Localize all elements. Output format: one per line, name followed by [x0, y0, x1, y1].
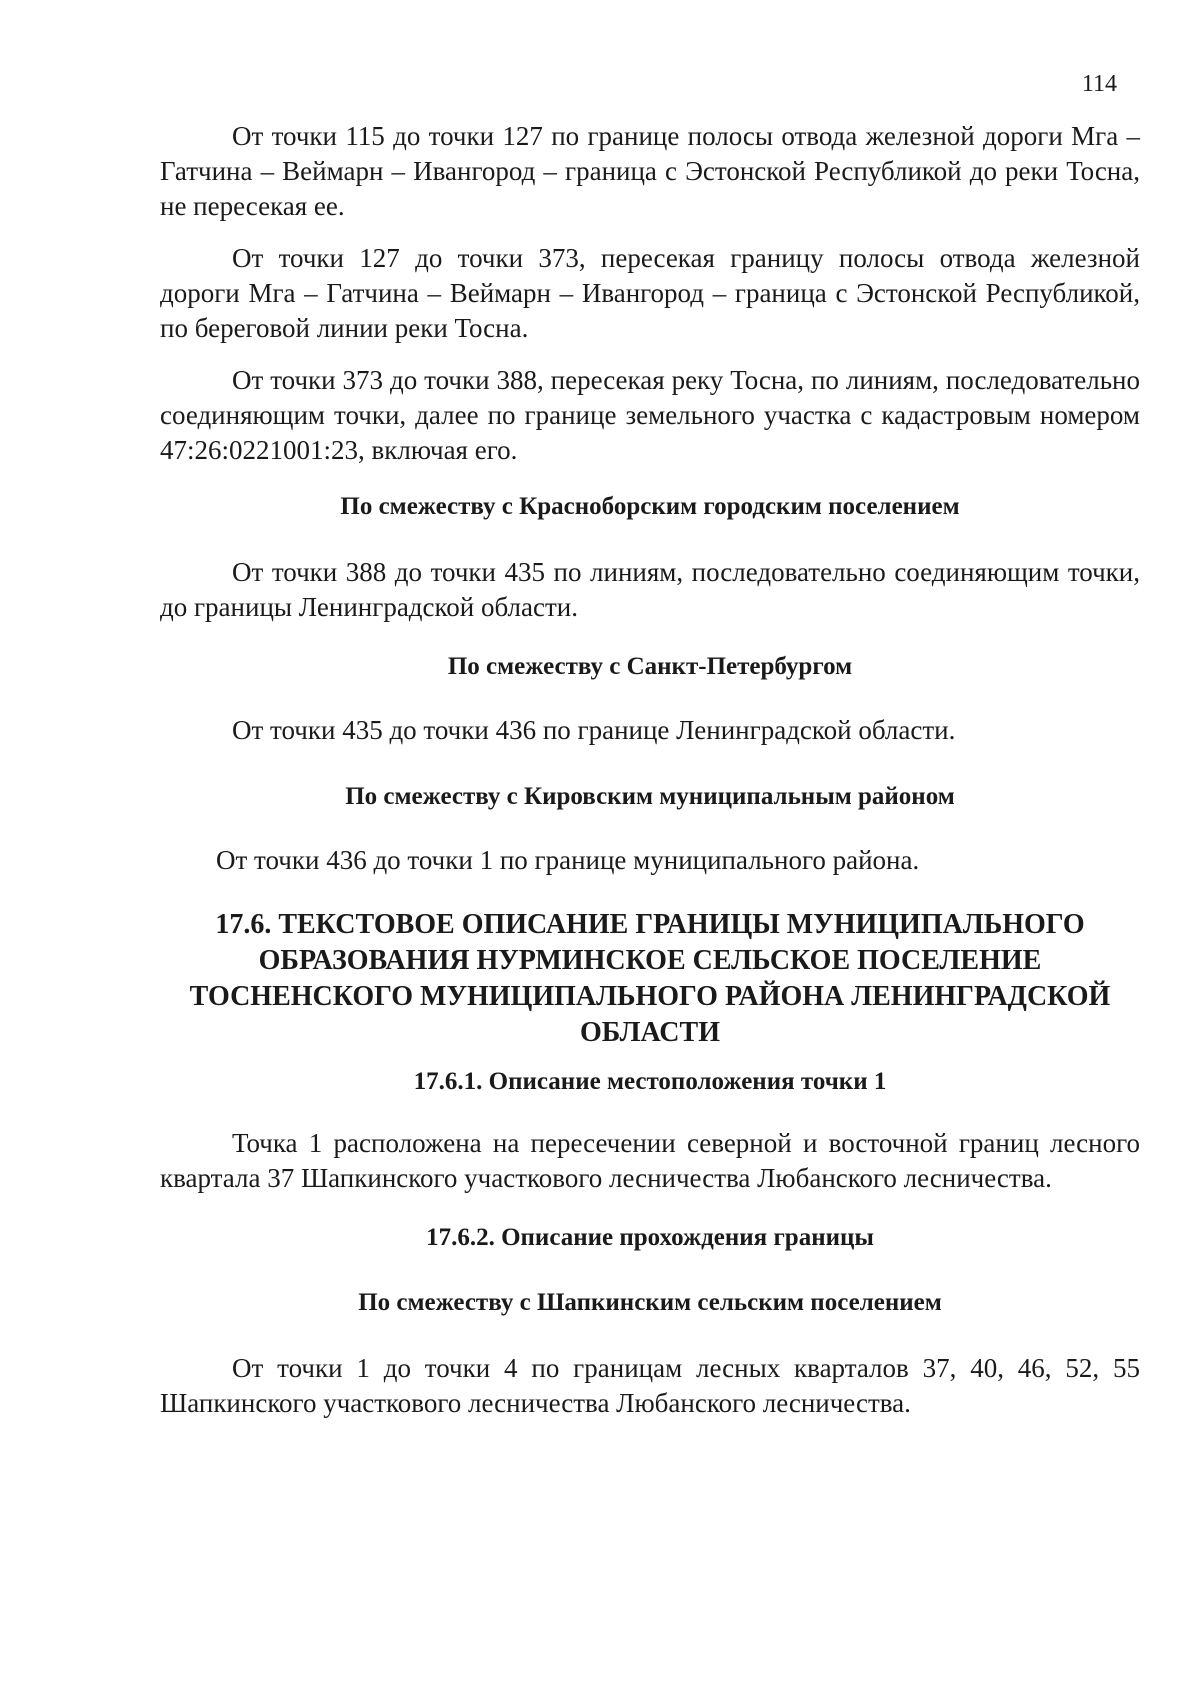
section-heading-kirovsk: По смежеству с Кировским муниципальным районом — [345, 783, 955, 810]
paragraph-6: От точки 436 до точки 1 по границе муниципального района. — [216, 845, 920, 875]
paragraph-8: От точки 1 до точки 4 по границам лесных кварталов 37, 40, 46, 52, 55 Шапкинского участкового лесничества Любанского лесничества. — [160, 1353, 1140, 1418]
section-heading-spb: По смежеству с Санкт-Петербургом — [447, 653, 853, 680]
paragraph-1: От точки 115 до точки 127 по границе полосы отвода железной дороги Мга – Гатчина – Веймарн – Ивангород – граница с Эстонской Республикой до реки Тосна, не пересекая ее. — [160, 121, 1140, 221]
chapter-heading-17-6: 17.6. ТЕКСТОВОЕ ОПИСАНИЕ ГРАНИЦЫ МУНИЦИПАЛЬНОГО ОБРАЗОВАНИЯ НУРМИНСКОЕ СЕЛЬСКОЕ ПОСЕЛЕНИЕ ТОСНЕНСКОГО МУНИЦИПАЛЬНОГО РАЙОНА ЛЕНИНГРАДСКОЙ ОБЛАСТИ — [189, 909, 1111, 1048]
paragraph-3: От точки 373 до точки 388, пересекая реку Тосна, по линиям, последовательно соединяющим точки, далее по границе земельного участка с кадастровым номером 47:26:0221001:23, включая его. — [160, 365, 1140, 465]
page-number: 114 — [1081, 71, 1117, 97]
section-heading-17-6-2: 17.6.2. Описание прохождения границы — [426, 1224, 874, 1251]
paragraph-5: От точки 435 до точки 436 по границе Ленинградской области. — [232, 715, 956, 745]
section-heading-krasnoborsk: По смежеству с Красноборским городским поселением — [340, 493, 960, 520]
paragraph-7: Точка 1 расположена на пересечении северной и восточной границ лесного квартала 37 Шапкинского участкового лесничества Любанского лесничества. — [160, 1128, 1140, 1193]
paragraph-4: От точки 388 до точки 435 по линиям, последовательно соединяющим точки, до границы Ленинградской области. — [160, 557, 1140, 622]
section-heading-shapki: По смежеству с Шапкинским сельским поселением — [358, 1289, 942, 1316]
section-heading-17-6-1: 17.6.1. Описание местоположения точки 1 — [413, 1068, 887, 1095]
paragraph-2: От точки 127 до точки 373, пересекая границу полосы отвода железной дороги Мга – Гатчина – Веймарн – Ивангород – граница с Эстонской Республикой, по береговой линии реки Тосна. — [160, 243, 1140, 343]
